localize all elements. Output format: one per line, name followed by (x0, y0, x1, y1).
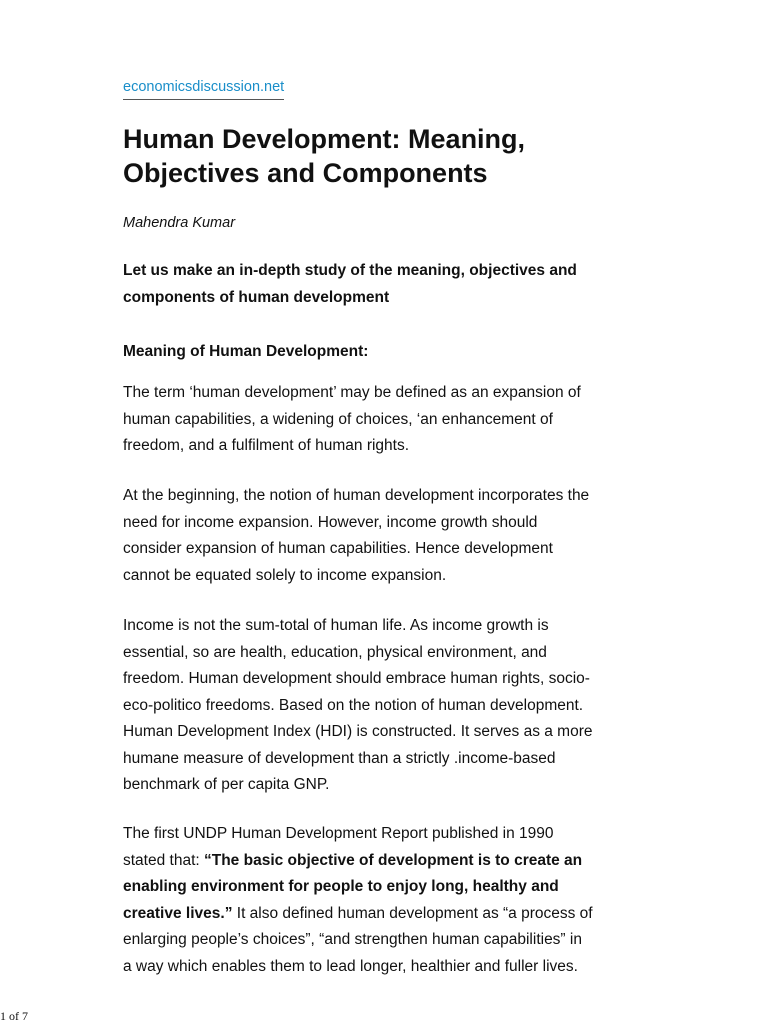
quote-bold: creative lives.” (123, 904, 233, 922)
paragraph-line: enlarging people’s choices”, “and strengthen human capabilities” in (123, 931, 582, 948)
paragraph-line: consider expansion of human capabilities. Hence development (123, 540, 553, 557)
page-indicator: 1 of 7 (0, 1009, 28, 1023)
paragraph-line: Income is not the sum-total of human life. As income growth is (123, 617, 549, 634)
paragraph-line: human capabilities, a widening of choices, ‘an enhancement of (123, 410, 553, 428)
paragraph-line: cannot be equated solely to income expansion. (123, 566, 447, 584)
site-link[interactable]: economicsdiscussion.net (123, 78, 284, 100)
paragraph-line (123, 901, 663, 928)
paragraph-line: The term ‘human development’ may be defined as an expansion of (123, 384, 581, 401)
title-line: Objectives and Components (123, 158, 488, 188)
text-run: stated that: (123, 851, 204, 869)
paragraph-income-expansion (123, 483, 663, 589)
paragraph-line: The first UNDP Human Development Report published in 1990 (123, 825, 554, 842)
paragraph-line: benchmark of per capita GNP. (123, 776, 330, 793)
paragraph-line: Human Development Index (HDI) is constructed. It serves as a more (123, 723, 593, 740)
intro-line: Let us make an in-depth study of the meaning, objectives and (123, 262, 577, 279)
intro-line: components of human development (123, 288, 390, 306)
paragraph-line: essential, so are health, education, physical environment, and (123, 643, 547, 661)
paragraph-line: a way which enables them to lead longer, healthier and fuller lives. (123, 957, 578, 975)
quote-bold: “The basic objective of development is to create an (204, 851, 583, 869)
author-name: Mahendra Kumar (123, 215, 236, 231)
paragraph-line: eco-politico freedoms. Based on the notion of human development. (123, 696, 584, 714)
paragraph-definition (123, 380, 663, 460)
paragraph-line: freedom. Human development should embrace human rights, socio- (123, 670, 590, 687)
paragraph-line: humane measure of development than a strictly .income-based (123, 749, 556, 767)
quote-bold: enabling environment for people to enjoy long, healthy and (123, 878, 559, 895)
paragraph-line (123, 848, 663, 875)
intro-summary (123, 258, 577, 311)
paragraph-line: At the beginning, the notion of human development incorporates the (123, 487, 590, 504)
paragraph-undp-report (123, 821, 663, 980)
paragraph-hdi (123, 613, 663, 799)
paragraph-line: need for income expansion. However, income growth should (123, 513, 538, 531)
paragraph-line: freedom, and a fulfilment of human rights. (123, 437, 410, 454)
article-title (123, 122, 525, 190)
title-line: Human Development: Meaning, (123, 124, 526, 154)
text-run: It also defined human development as “a process of (232, 904, 593, 922)
section-heading: Meaning of Human Development: (123, 343, 369, 360)
